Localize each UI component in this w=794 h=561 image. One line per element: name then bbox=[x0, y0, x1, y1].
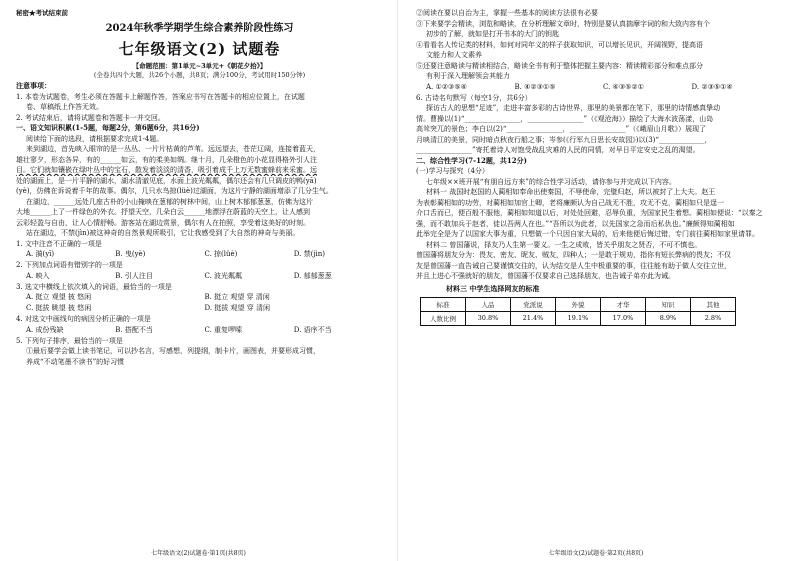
question-6: 6. 古诗名句默写（每空1分，共6分） bbox=[416, 93, 532, 102]
notice-1b: 卷、草稿纸上作答无效。 bbox=[26, 103, 103, 111]
survey-table bbox=[420, 297, 736, 326]
option-b[interactable]: B. 挺立 观望 穿 清闲 bbox=[204, 293, 270, 301]
exam-header: 2024年秋季学期学生综合素养阶段性练习 bbox=[105, 23, 294, 34]
option-a[interactable]: A. 挺立 观望 披 悠闲 bbox=[26, 293, 92, 301]
option-a[interactable]: A. 映入 bbox=[26, 271, 50, 280]
option-a[interactable]: A. 漪(yī) bbox=[26, 250, 55, 258]
table-cell: 17.0% bbox=[601, 311, 646, 325]
table-cell: 人品 bbox=[466, 297, 511, 311]
option-d[interactable]: D. 语序不当 bbox=[293, 325, 332, 334]
question-2: 2. 下列加点词语有错别字的一项是 bbox=[16, 261, 123, 269]
option-c[interactable]: C. 波光粼粼 bbox=[204, 271, 243, 280]
material-line: 并且上进心不强就好的朋友，曾国藩不仅要求自己选择朋友，也告诫子弟亦此为诫。 bbox=[416, 272, 675, 280]
reading-intro: 阅读给下面的选段，请根据要求完成1-4题。 bbox=[26, 134, 164, 143]
question-6-blank-3[interactable]: 月映清江的美景，同时暗点秋夜行船之事；岑参(《行军九日思长安故园》)以(3)“_____________， bbox=[416, 135, 712, 144]
page-footer: 七年级语文(2)试题卷·第2页(共8页) bbox=[548, 550, 644, 557]
exam-info: (全卷共四个大题，共26个小题，共8页；满分100分，考试用时150分钟) bbox=[93, 71, 306, 79]
table-cell: 外貌 bbox=[556, 297, 601, 311]
table-cell: 8.9% bbox=[646, 311, 691, 325]
option-a[interactable]: A. ①②③⑤④ bbox=[426, 82, 467, 91]
sentence-5: ⑤还要注意略读与精读相结合，略读全书有利于整体把握主要内容：精读精彩部分和难点部分 bbox=[416, 61, 703, 70]
question-3-options-row1 bbox=[16, 292, 383, 303]
material-3-title: 材料三 中学生选择网友的标准 bbox=[446, 283, 540, 293]
option-b[interactable]: B. 搭配不当 bbox=[115, 325, 153, 334]
passage-line: 来到湖边，首先映入眼帘的是一丛丛、一片片枯黄的芦苇。远远望去，苍茫辽阔，连接着蓝天， bbox=[26, 145, 320, 153]
notice-1a: 1. 本卷为试题卷，考生必须在答题卡上解题作答，答案应书写在答题卡的相应位置上，在试题 bbox=[16, 92, 305, 101]
option-c[interactable]: C. 挺拔 眺望 披 悠闲 bbox=[26, 304, 92, 312]
question-4: 4. 对选文中画线句的病因分析正确的一项是 bbox=[16, 315, 151, 323]
sentence-3: ③下来要学会精读，浏览和略读，在分析理解文章时，特别是要认真揣摩字词的和大致内容有个 bbox=[416, 19, 710, 28]
material-line: 为表彰蔺相如的功劳，对蔺相如加官上卿，老将廉颇认为自己战无不胜，攻无不克，蔺相如只是逞一 bbox=[416, 198, 724, 207]
subsection-title: (一)学习与探究（4分） bbox=[416, 167, 489, 175]
sentence-5-cont: 有利于深入理解领会其能力 bbox=[426, 72, 510, 80]
table-cell: 党派说 bbox=[511, 297, 556, 311]
question-6-blank-2[interactable]: 高耸突兀的景色；李白以(2)“________________，________________”（《峨眉山月歌》）展现了 bbox=[416, 125, 707, 133]
activity-theme: 七年级××班开展“有朋自远方来”的综合性学习活动，请你参与并完成以下内容。 bbox=[426, 177, 676, 186]
material-1 bbox=[416, 187, 780, 240]
material-line: 此举完全是为了以国家大事为重，只想做一个只因自家大局的，后来他便后悔过错，专门前往蔺相如家里请罪。 bbox=[416, 230, 759, 238]
material-line: 材料一 战国时赵国的人蔺相如奉命出使秦国，不辱使命，完璧归赵，所以被封了上大夫。赵王 bbox=[426, 188, 716, 196]
passage-line: 在湖边，______远处几座古朴的小山掩映在葱郁的树林中间，山上树木郁郁葱葱，仿佛为这片 bbox=[26, 197, 313, 206]
secret-label: 秘密★考试结束前 bbox=[16, 9, 68, 17]
question-5: 5. 下列句子排序，最恰当的一项是 bbox=[16, 336, 123, 345]
question-6-blank-3-cont[interactable]: ________________”寄托着诗人对饱受战乱灾难的人民的同情，对早日平定安史之乱的渴望。 bbox=[416, 146, 700, 154]
sentence-1: ①最后要学会做上读书笔记，可以抄名言，写感想，列提纲，制卡片，画图表，并要形成习惯， bbox=[26, 347, 320, 355]
question-3-options-row2 bbox=[16, 303, 383, 314]
reading-passage bbox=[16, 144, 383, 239]
material-line: 介口舌而已，便百般不服他，蔺相如知道以后，对处处回避，忍辱负重，为国家民生着想。蔺相如便说：“以秦之 bbox=[416, 209, 763, 217]
option-c[interactable]: C. 重复啰嗦 bbox=[204, 325, 243, 334]
page-footer: 七年级语文(2)试题卷·第1页(共8页) bbox=[151, 550, 246, 557]
table-cell: 人数比例 bbox=[421, 311, 466, 325]
passage-line: (yè)，仿佛在诉说着千年的故事。偶尔，几只水鸟掠(lüè)过湖面，为这片宁静的湖面增添了几分生气。 bbox=[16, 187, 333, 195]
exam-page-2 bbox=[397, 0, 794, 561]
question-1-options bbox=[16, 249, 383, 260]
question-1: 1. 文中注音不正确的一项是 bbox=[16, 239, 102, 248]
sentence-2: ②阅读在要以自治为主，掌握一些基本的阅读方法很有必要 bbox=[416, 9, 598, 17]
sentence-4: ④看看名人传记类的材料，如何对同年义的样子获取知识，可以增长见识，开阔视野，提高语 bbox=[416, 40, 703, 49]
table-cell: 2.8% bbox=[691, 311, 736, 325]
passage-line: 云彩轻盈与自由，让人心情舒畅。游客站在湖边赏景，偶尔有人在拍照，享受着这美好的时刻。 bbox=[16, 218, 310, 227]
section-2-title: 二、综合性学习(7-12题，共12分) bbox=[416, 155, 527, 165]
table-row bbox=[421, 311, 736, 325]
passage-underlined-line: 目。它们就如镶嵌在绿叶丛中的宝石，散发着淡淡的清香，吸引着成千上万无数蜜蜂前来采蜜。远 bbox=[16, 166, 317, 174]
table-cell: 其他 bbox=[691, 297, 736, 311]
table-cell: 知识 bbox=[646, 297, 691, 311]
material-line: 曾国藩将朋友分为：畏友、密友、昵友、贼友，四种人；一是敢于规劝，指你有短长弊病的畏友；不仅 bbox=[416, 251, 731, 259]
option-c[interactable]: C. ④③⑤②① bbox=[603, 82, 644, 91]
sentence-4-cont: 文能力和人文素养 bbox=[426, 51, 482, 59]
option-d[interactable]: D. 禁(jìn) bbox=[293, 250, 325, 258]
section-1-title: 一、语文知识积累(1-5题，每题2分，第6题6分，共16分) bbox=[16, 123, 200, 132]
sentence-1-cont: 养成“不动笔墨不读书”的好习惯 bbox=[26, 357, 125, 366]
option-b[interactable]: B. 引人注目 bbox=[115, 271, 153, 280]
material-line: 强，而不敢加兵于赵者，徒以吾两人在也。”“吾所以为此者，以先国家之急而后私仇也。”廉颇得知蔺相如 bbox=[416, 219, 735, 228]
notice-title: 注意事项： bbox=[16, 81, 51, 90]
question-6-blank-1[interactable]: 情。曹操以(1)“________________，________________”（《观沧海》）描绘了大海水波荡漾，山岛 bbox=[416, 114, 714, 123]
question-4-options bbox=[16, 325, 383, 336]
exam-title: 七年级语文(2) 试题卷 bbox=[118, 40, 281, 58]
passage-line: 处的湖面上，是一片平静的湖水，湖水清澈见底，水面上波光粼粼，偶尔还会有几只调皮的鸭(yā) bbox=[16, 176, 317, 185]
option-b[interactable]: B. ④②③①⑤ bbox=[514, 82, 556, 91]
material-line: 材料二 曾国藩说，择友乃人生第一要义。一生之成败，皆关乎朋友之贤否，不可不慎也。 bbox=[426, 240, 702, 249]
sentence-3-cont: 初步的了解，就如是打开书本的大门的钥匙 bbox=[426, 30, 559, 38]
table-cell: 才华 bbox=[601, 297, 646, 311]
table-cell: 21.4% bbox=[511, 311, 556, 325]
material-2 bbox=[416, 240, 780, 282]
table-cell: 19.1% bbox=[556, 311, 601, 325]
option-a[interactable]: A. 成份残缺 bbox=[26, 325, 64, 334]
option-b[interactable]: B. 曳(yè) bbox=[115, 250, 146, 258]
option-d[interactable]: D. 郁郁葱葱 bbox=[293, 271, 332, 280]
notice-2: 2. 考试结束后，请将试题卷和答题卡一并交回。 bbox=[16, 113, 165, 122]
passage-line: 大地______上了一件绿色的外衣。抒望天空，几朵白云______地漂浮在蔚蓝的天空上，让人感到 bbox=[16, 208, 310, 216]
option-d[interactable]: D. 挺拔 观望 穿 清闲 bbox=[204, 304, 270, 312]
question-5-options bbox=[416, 82, 780, 93]
passage-line: 雄壮寥夕，形态各异，有的______如云，有的柔美如绸。继十月，几朵橙色的小花显得格外引人注 bbox=[16, 155, 317, 164]
option-d[interactable]: D. ②③⑤①④ bbox=[691, 82, 733, 91]
material-line: 友是曾国藩一直告诫自己要谨慎交往的，认为结交是人生中极重要的事，往往能有助于做人交往立世， bbox=[416, 261, 731, 270]
question-3: 3. 选文中横线上依次填入的词语，最恰当的一项是 bbox=[16, 282, 172, 291]
question-2-options bbox=[16, 271, 383, 282]
table-header-row bbox=[421, 297, 736, 311]
question-6-text: 探访古人的思想“足迹”，走进丰富多彩的古诗世界，那里的美景都在笔下，那里的诗情感真挚动 bbox=[426, 104, 721, 112]
option-c[interactable]: C. 掠(lüè) bbox=[204, 250, 238, 258]
exam-scope: 【命题范围：第1单元~3单元+《朝花夕拾》】 bbox=[132, 62, 267, 70]
table-cell: 标准 bbox=[421, 297, 466, 311]
table-cell: 30.8% bbox=[466, 311, 511, 325]
passage-line: 站在湖边，不禁(jìn)被这神奇的自然景观所吸引，它让我感受到了大自然的神奇与美丽。 bbox=[26, 229, 300, 237]
